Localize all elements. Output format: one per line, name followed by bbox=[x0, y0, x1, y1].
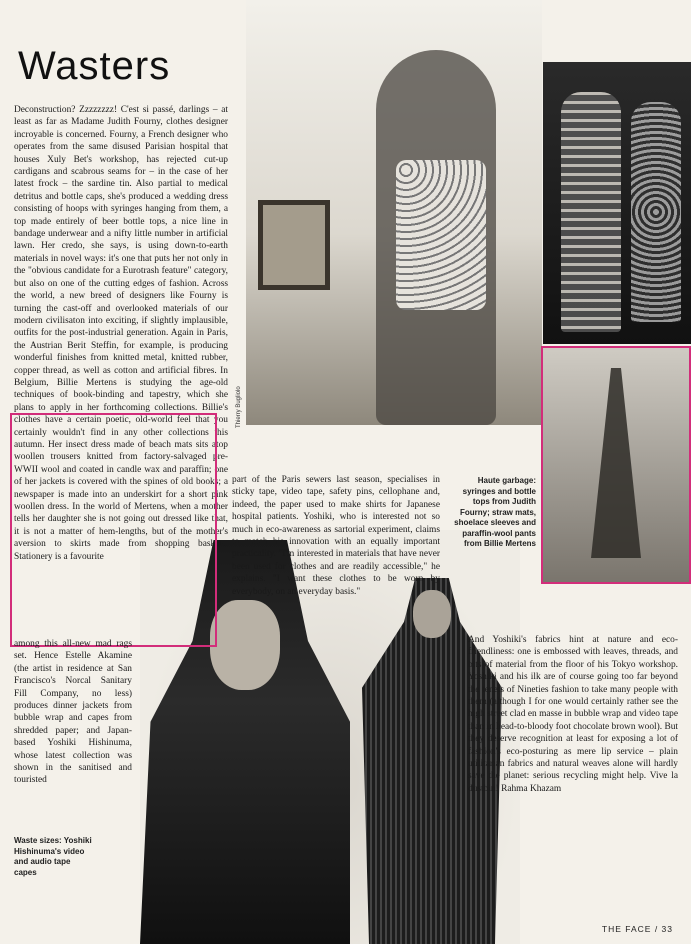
body-paragraph: among this all-new mad rags set. Hence Estelle Akamine (the artist in residence at San Francisco's Norcal Sanitary Fill Company, no less) produces dinner jackets from bubble wrap and capes from shredded paper; and Japan-based Yoshiki Hishinuma, whose latest collection was shown in the sanitised and touristed bbox=[14, 639, 132, 786]
caption-haute-garbage: Haute garbage: syringes and bottle tops from Judith Fourny; straw mats, shoelace sleeves and paraffin-wool pants from Billie Mertens bbox=[454, 476, 536, 548]
body-column-3 bbox=[468, 634, 678, 795]
page-folio: THE FACE / 33 bbox=[601, 924, 673, 934]
bottle-cap-top bbox=[396, 160, 486, 310]
body-paragraph: Deconstruction? Zzzzzzzz! C'est si passé, darlings – at least as far as Madame Judith Fourny, clothes designer incroyable is concerned. Fourny, a French designer who operates from the same disused Parisian hospital that houses Xuly Bet's workshop, has rejected cut-up cardigans and scabrous seams for – in the case of her latest frock – the sardine tin. Also partial to medical detritus and bottle caps, she's produced a wedding dress consisting of hoops with syringes hanging from them, a top made entirely of beer bottle tops, a nice line in bandage underwear and a nifty little number in artificial lawn. Her credo, she says, is using down-to-earth materials in novel ways: it's one that puts her not only in the "obvious candidate for a Eurotrash feature" category, but also on one of the cutting edges of fashion. Across the world, a new breed of designers like Fourny is turning the cast-off and overlooked materials of our modern civilisaton into exciting, if slightly implausible, outfits for the post-industrial generation. Again in Paris, the Austrian Berit Steffin, for example, is producing wonderful finishes from knitted metal, knitted rubber, copper thread, as well as cotton and artificial fibres. In Belgium, Billie Mertens is studying the age-old techniques of book-binding and tapestry, which she plans to apply in her forthcoming collections. Billie's clothes have a certain poetic, old-world feel that you certainly wouldn't find in any other collections this autumn. Her insect dress made of beach mats sits atop woollen trousers knitted from factory-salvaged pre-WWII wool and coated in candle wax and paraffin; one of her jackets is covered with the spines of old books; a newspaper is made into an underskirt for a short pink woollen dress. In the world of Mertens, when a mother tells her daughter she is not going out dressed like that, it is not a matter of hem-lengths, but of the mother's aversion to skirts made from shopping baskets. Stationery is a favourite bbox=[14, 105, 228, 562]
framed-picture bbox=[258, 200, 330, 290]
caption-waste-sizes: Waste sizes: Yoshiki Hishinuma's video and audio tape capes bbox=[14, 836, 92, 877]
article-title: Wasters bbox=[18, 44, 171, 88]
wedding-dress-photo bbox=[543, 62, 691, 344]
model-one-face bbox=[210, 600, 280, 690]
mannequin-photo bbox=[246, 0, 542, 425]
highlight-box bbox=[10, 413, 217, 647]
straw-dress-figure bbox=[591, 368, 641, 558]
photo-credit: Thierry Bugliolo bbox=[236, 386, 242, 428]
body-column-1b bbox=[14, 638, 132, 787]
body-paragraph: And Yoshiki's fabrics hint at nature and eco-friendliness: one is embossed with leaves, threads, and bits of material from the floor of his Tokyo workshop. Yoshiki and his ilk are of course going too far beyond the tenets of Nineties fashion to take many people with them (although I for one would certainly rather see the high street clad en masse in bubble wrap and video tape than in head-to-bloody foot chocolate brown wool). But they deserve recognition at least for exposing a lot of fashion's eco-posturing as mere lip service – plain utilitarian fabrics and natural weaves alone will hardly save the planet: serious recycling might help. Vive la dustbin! Rahma Khazam bbox=[468, 635, 678, 794]
body-column-2 bbox=[232, 474, 440, 598]
cap-dress bbox=[631, 102, 681, 322]
mertens-photo bbox=[541, 346, 691, 584]
body-paragraph: part of the Paris sewers last season, specialises in sticky tape, video tape, safety pins, cellophane and, indeed, the paper used to make shirts for Japanese hospital patients. Yoshiki, who is interested not so much in eco-awareness as sartorial experiment, claims to match his innovation with an equally important practicality. "I'm interested in materials that have never been used for clothes and are readily accessible," he explains. "I want these clothes to be worn by everybody, on an everyday basis." bbox=[232, 475, 440, 597]
syringe-dress bbox=[561, 92, 621, 332]
